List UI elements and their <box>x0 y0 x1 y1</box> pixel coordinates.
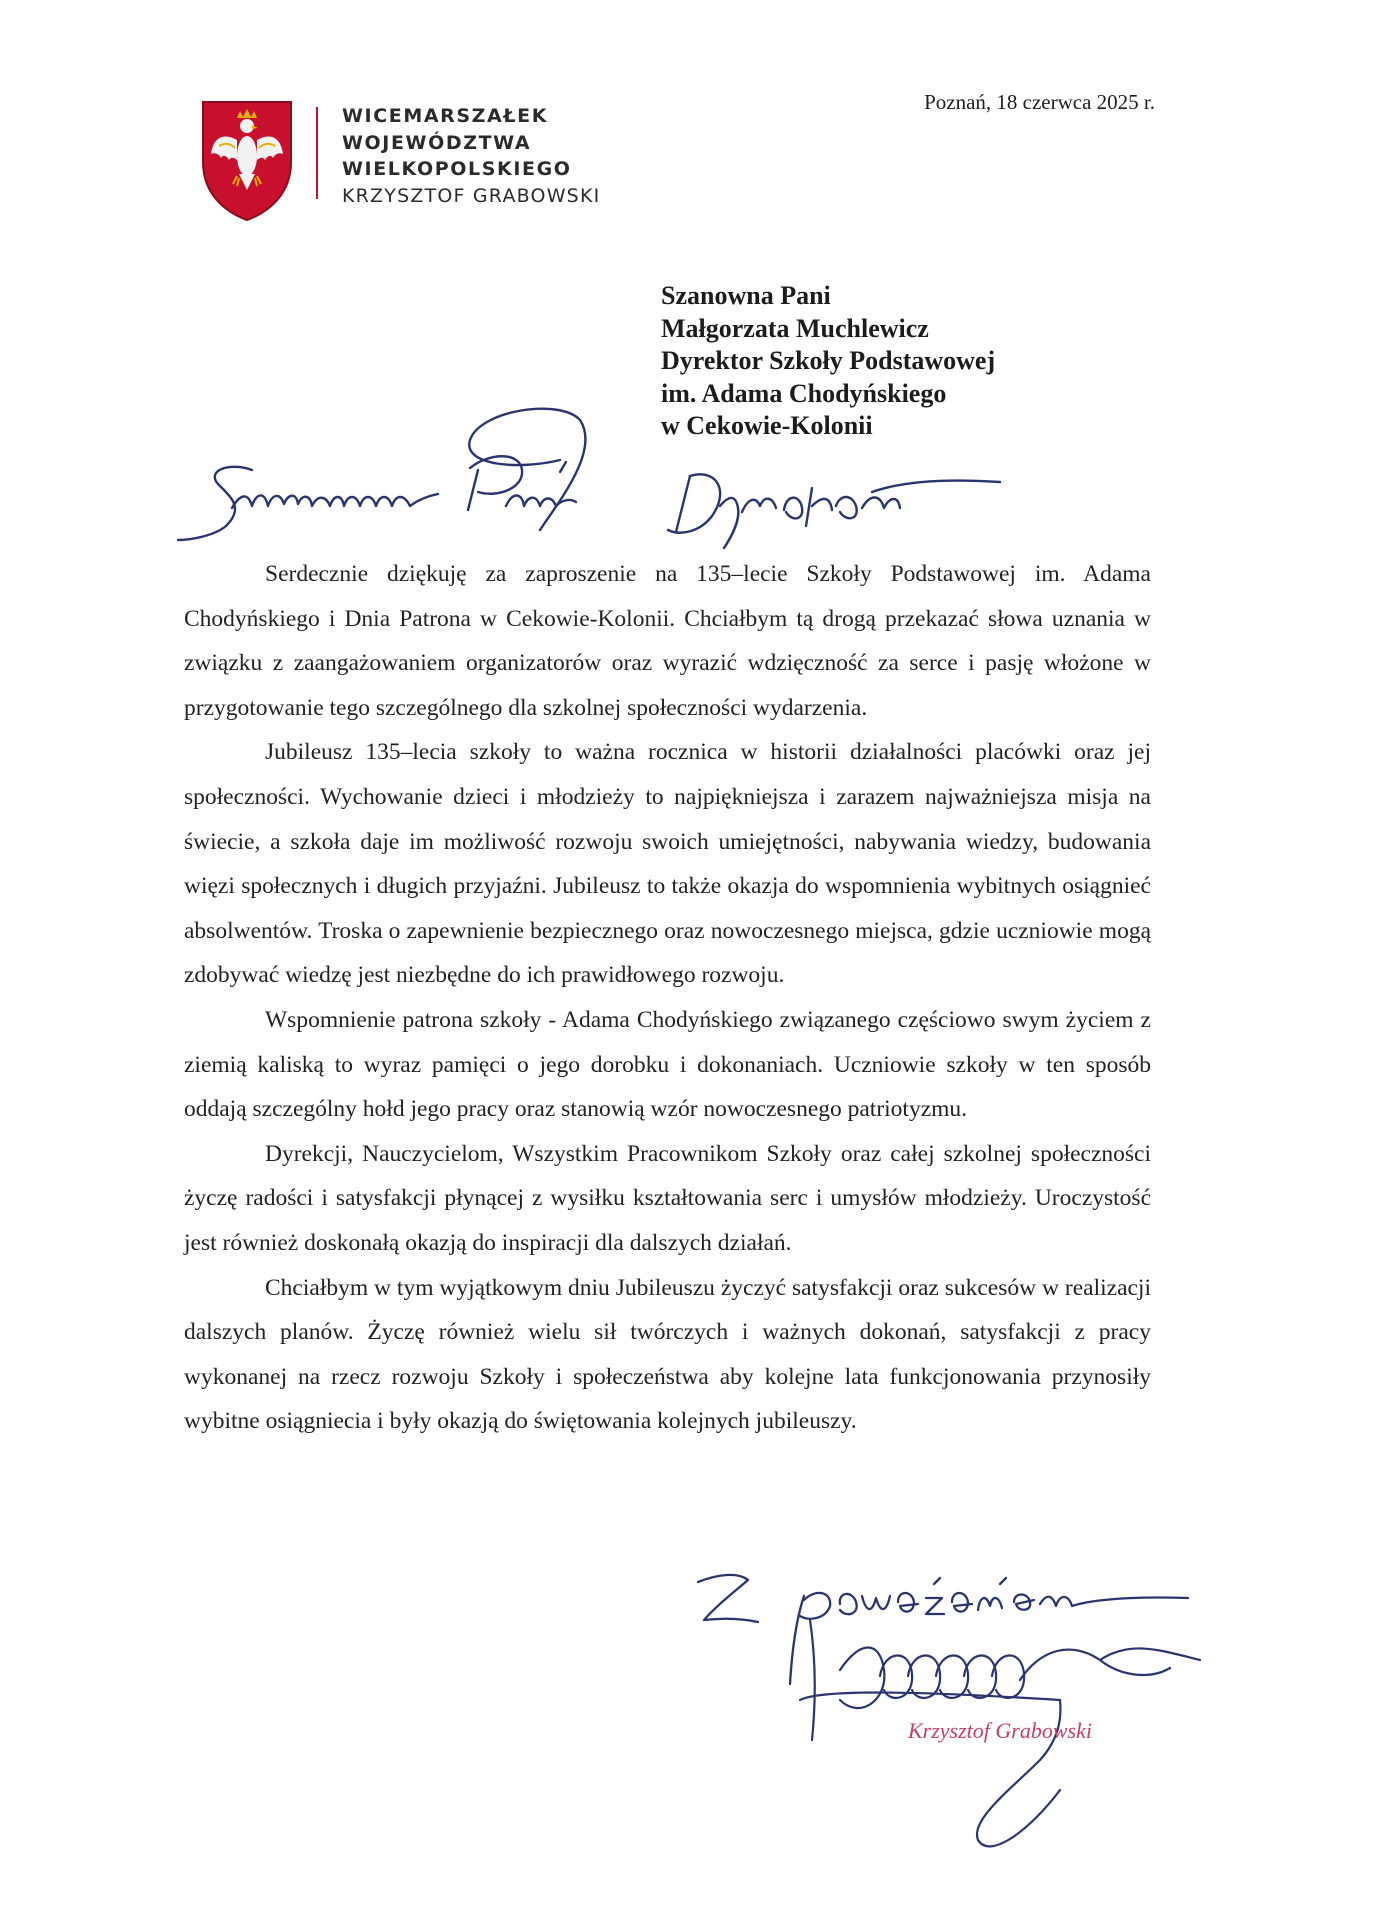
paragraph-5: Chciałbym w tym wyjątkowym dniu Jubileuszu życzyć satysfakcji oraz sukcesów w realizacji dalszych planów. Życzę również wielu sił twórczych i ważnych dokonań, satysfakcji z pracy wykonanej na rzecz rozwoju Szkoły i społeczeństwa aby kolejne lata funkcjonowania przynosiły wybitne osiągniecia i były okazją do świętowania kolejnych jubileuszy. <box>184 1274 1151 1435</box>
recipient-line-1: Szanowna Pani <box>661 281 831 310</box>
recipient-block <box>661 280 995 443</box>
recipient-line-4: im. Adama Chodyńskiego <box>661 378 947 408</box>
letterhead-title <box>342 103 600 209</box>
recipient-line-3: Dyrektor Szkoły Podstawowej <box>661 346 996 375</box>
recipient-line-2: Małgorzata Muchlewicz <box>661 313 929 343</box>
recipient-line-5: w Cekowie-Kolonii <box>661 411 873 440</box>
letterhead-line-1: WICEMARSZAŁEK <box>342 105 549 127</box>
coat-of-arms-icon <box>199 98 295 222</box>
handwritten-closing <box>698 1575 1188 1684</box>
letterhead-divider <box>316 107 318 199</box>
letter-body <box>184 552 1151 1444</box>
paragraph-2: Jubileusz 135–lecia szkoły to ważna rocznica w historii działalności placówki oraz jej społeczności. Wychowanie dzieci i młodzieży to najpiękniejsza i zarazem najważniejsza misja na świecie, a szkoła daje im możliwość rozwoju swoich umiejętności, nabywania wiedzy, budowania więzi społecznych i długich przyjaźni. Jubileusz to także okazja do wspomnienia wybitnych osiągnieć absolwentów. Troska o zapewnienie bezpiecznego oraz nowoczesnego miejsca, gdzie uczniowie mogą zdobywać wiedzę jest niezbędne do ich prawidłowego rozwoju. <box>184 739 1151 989</box>
signature-stamp: Krzysztof Grabowski <box>908 1718 1092 1743</box>
paragraph-4: Dyrekcji, Nauczycielom, Wszystkim Pracownikom Szkoły oraz całej szkolnej społeczności życzę radości i satysfakcji płynącej z wysiłku kształtowania serc i umysłów młodzieży. Uroczystość jest również doskonałą okazją do inspiracji dla dalszych działań. <box>184 1140 1151 1256</box>
paragraph-1: Serdecznie dziękuję za zaproszenie na 135–lecie Szkoły Podstawowej im. Adama Chodyńskiego i Dnia Patrona w Cekowie-Kolonii. Chciałbym tą drogą przekazać słowa uznania w związku z zaangażowaniem organizatorów oraz wyrazić wdzięczność za serce i pasję włożone w przygotowanie tego szczególnego dla szkolnej społeczności wydarzenia. <box>184 561 1151 721</box>
letterhead-line-4: KRZYSZTOF GRABOWSKI <box>342 184 601 207</box>
letterhead-line-2: WOJEWÓDZTWA <box>342 131 532 154</box>
paragraph-3: Wspomnienie patrona szkoły - Adama Chodyńskiego związanego częściowo swym życiem z ziemią kaliską to wyraz pamięci o jego dorobku i dokonaniach. Uczniowie szkoły w ten sposób oddają szczególny hołd jego pracy oraz stanowią wzór nowoczesnego patriotyzmu. <box>184 1006 1151 1123</box>
letterhead-line-3: WIELKOPOLSKIEGO <box>342 158 572 180</box>
date-line: Poznań, 18 czerwca 2025 r. <box>924 90 1155 114</box>
